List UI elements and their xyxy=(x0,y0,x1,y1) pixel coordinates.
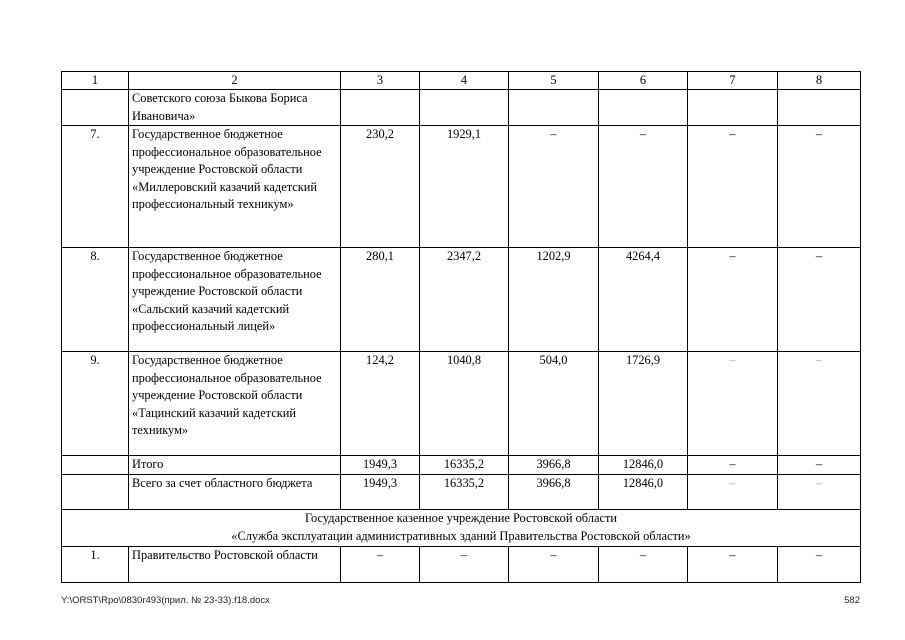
cell-col5: 3966,8 xyxy=(509,456,599,475)
row-name: Правительство Ростовской области xyxy=(129,546,341,582)
cell-col8: – xyxy=(778,475,861,510)
cell-col5: 504,0 xyxy=(509,352,599,456)
cell-col7: – xyxy=(688,248,778,352)
cell-col4: 2347,2 xyxy=(420,248,509,352)
header-cell: 4 xyxy=(420,72,509,90)
cell-col4: 16335,2 xyxy=(420,456,509,475)
row-name: Всего за счет областного бюджета xyxy=(129,475,341,510)
cell-col3: 124,2 xyxy=(341,352,420,456)
row-name: Государственное бюджетное профессиональное образовательное учреждение Ростовской области «Сальский казачий кадетский профессиональный лицей» xyxy=(129,248,341,352)
grand-total-row xyxy=(62,475,861,510)
row-number xyxy=(62,90,129,126)
header-cell: 6 xyxy=(599,72,688,90)
cell-col6: 4264,4 xyxy=(599,248,688,352)
cell-col8 xyxy=(778,90,861,126)
cell-col6: 12846,0 xyxy=(599,475,688,510)
cell-col7: – xyxy=(688,126,778,248)
header-row xyxy=(62,72,861,90)
cell-col3: – xyxy=(341,546,420,582)
table-row xyxy=(62,248,861,352)
cell-col4: 1040,8 xyxy=(420,352,509,456)
row-number: 8. xyxy=(62,248,129,352)
row-number: 7. xyxy=(62,126,129,248)
cell-col8: – xyxy=(778,248,861,352)
section-title-line2: «Служба эксплуатации административных зданий Правительства Ростовской области» xyxy=(231,529,691,543)
row-name: Советского союза Быкова Бориса Ивановича» xyxy=(129,90,341,126)
cell-col3: 280,1 xyxy=(341,248,420,352)
row-number xyxy=(62,456,129,475)
header-cell: 2 xyxy=(129,72,341,90)
table-row xyxy=(62,546,861,582)
table-row xyxy=(62,90,861,126)
table-row xyxy=(62,126,861,248)
cell-col3 xyxy=(341,90,420,126)
cell-col6: – xyxy=(599,126,688,248)
cell-col5 xyxy=(509,90,599,126)
row-name: Государственное бюджетное профессиональное образовательное учреждение Ростовской области «Миллеровский казачий кадетский профессиональный техникум» xyxy=(129,126,341,248)
row-name: Итого xyxy=(129,456,341,475)
cell-col5: – xyxy=(509,126,599,248)
cell-col6: – xyxy=(599,546,688,582)
cell-col7: – xyxy=(688,352,778,456)
cell-col5: – xyxy=(509,546,599,582)
section-title-line1: Государственное казенное учреждение Ростовской области xyxy=(304,511,618,526)
cell-col6: 1726,9 xyxy=(599,352,688,456)
footer-page-number: 582 xyxy=(844,595,860,606)
total-row xyxy=(62,456,861,475)
row-number xyxy=(62,475,129,510)
cell-col8: – xyxy=(778,546,861,582)
row-number: 9. xyxy=(62,352,129,456)
cell-col8: – xyxy=(778,126,861,248)
header-cell: 1 xyxy=(62,72,129,90)
cell-col3: 1949,3 xyxy=(341,475,420,510)
cell-col3: 230,2 xyxy=(341,126,420,248)
row-name: Государственное бюджетное профессиональное образовательное учреждение Ростовской области «Тацинский казачий кадетский техникум» xyxy=(129,352,341,456)
section-title xyxy=(62,510,861,546)
header-cell: 8 xyxy=(778,72,861,90)
cell-col4 xyxy=(420,90,509,126)
header-cell: 5 xyxy=(509,72,599,90)
header-cell: 3 xyxy=(341,72,420,90)
cell-col4: – xyxy=(420,546,509,582)
cell-col7: – xyxy=(688,456,778,475)
cell-col8: – xyxy=(778,352,861,456)
cell-col7: – xyxy=(688,475,778,510)
cell-col7 xyxy=(688,90,778,126)
table-row xyxy=(62,352,861,456)
cell-col5: 3966,8 xyxy=(509,475,599,510)
cell-col5: 1202,9 xyxy=(509,248,599,352)
header-cell: 7 xyxy=(688,72,778,90)
cell-col7: – xyxy=(688,546,778,582)
footer-file-path: Y:\ORST\Rpo\0830r493(прил. № 23-33).f18.docx xyxy=(61,595,270,606)
budget-table xyxy=(61,71,861,583)
row-number: 1. xyxy=(62,546,129,582)
cell-col3: 1949,3 xyxy=(341,456,420,475)
cell-col4: 1929,1 xyxy=(420,126,509,248)
cell-col6 xyxy=(599,90,688,126)
cell-col8: – xyxy=(778,456,861,475)
cell-col4: 16335,2 xyxy=(420,475,509,510)
section-header-row xyxy=(62,510,861,546)
cell-col6: 12846,0 xyxy=(599,456,688,475)
